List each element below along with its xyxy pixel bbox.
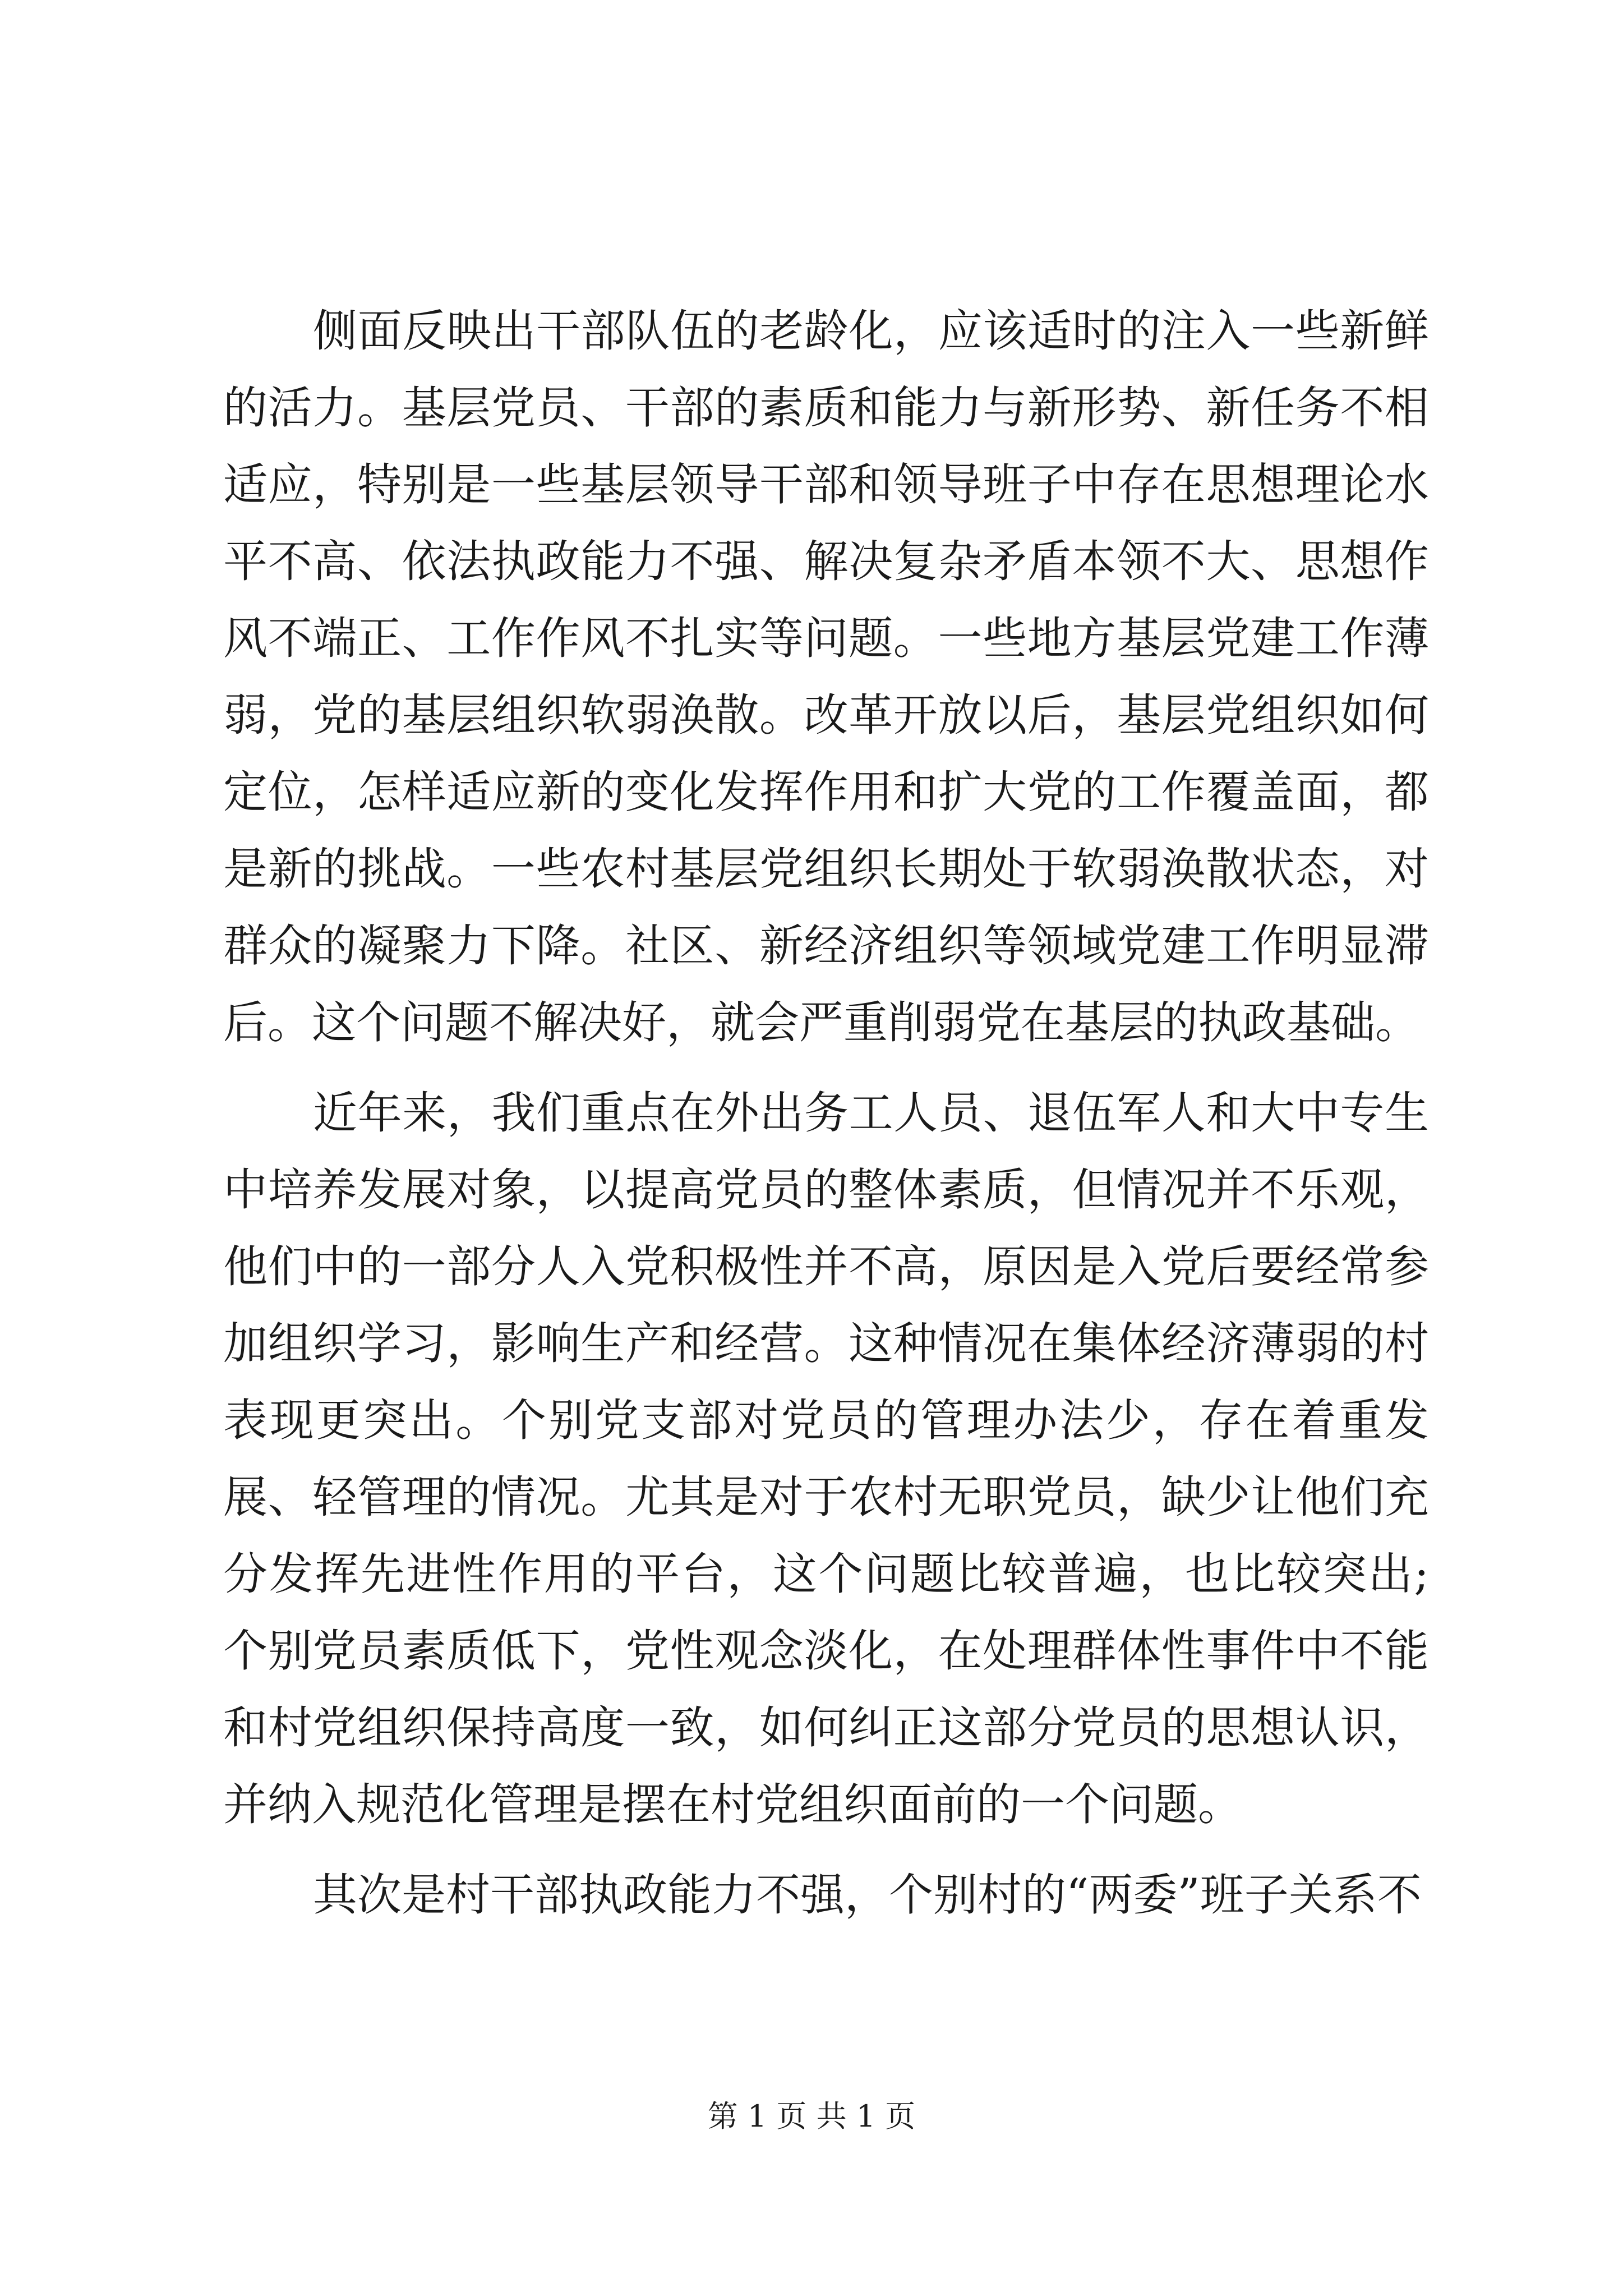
document-body	[223, 293, 1429, 1947]
paragraph-2: 近年来，我们重点在外出务工人员、退伍军人和大中专生中培养发展对象，以提高党员的整体素质，但情况并不乐观，他们中的一部分人入党积极性并不高，原因是入党后要经常参加组织学习，影响生产和经营。这种情况在集体经济薄弱的村表现更突出。个别党支部对党员的管理办法少，存在着重发展、轻管理的情况。尤其是对于农村无职党员，缺少让他们充分发挥先进性作用的平台，这个问题比较普遍，也比较突出;个别党员素质低下，党性观念淡化，在处理群体性事件中不能和村党组织保持高度一致，如何纠正这部分党员的思想认识，并纳入规范化管理是摆在村党组织面前的一个问题。	[223, 1087, 1429, 1830]
paragraph-1: 侧面反映出干部队伍的老龄化，应该适时的注入一些新鲜的活力。基层党员、干部的素质和能力与新形势、新任务不相适应，特别是一些基层领导干部和领导班子中存在思想理论水平不高、依法执政能力不强、解决复杂矛盾本领不大、思想作风不端正、工作作风不扎实等问题。一些地方基层党建工作薄弱，党的基层组织软弱涣散。改革开放以后，基层党组织如何定位，怎样适应新的变化发挥作用和扩大党的工作覆盖面，都是新的挑战。一些农村基层党组织长期处于软弱涣散状态，对群众的凝聚力下降。社区、新经济组织等领域党建工作明显滞后。这个问题不解决好，就会严重削弱党在基层的执政基础。	[223, 305, 1429, 1048]
page-number-footer: 第 1 页 共 1 页	[707, 2099, 916, 2134]
paragraph-3: 其次是村干部执政能力不强，个别村的“两委”班子关系不	[313, 1869, 1422, 1921]
